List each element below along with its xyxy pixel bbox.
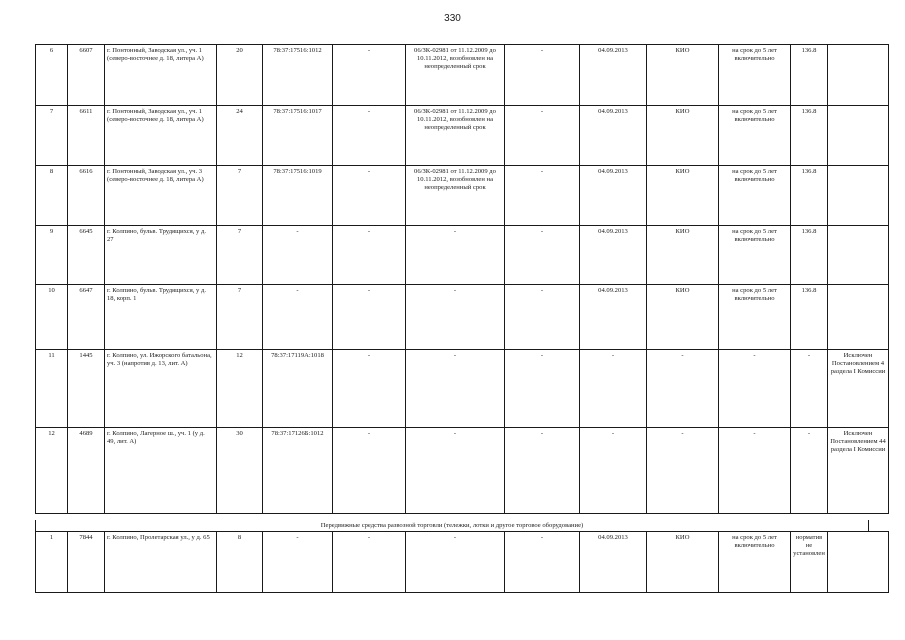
row-col7: -: [505, 285, 580, 350]
row-org: КИО: [647, 166, 719, 226]
row-contract: 06/ЗК-02981 от 11.12.2009 до 10.11.2012, возобновлен на неопределенный срок: [406, 45, 505, 106]
row-col7: -: [505, 45, 580, 106]
row-area: 7: [217, 166, 263, 226]
row-cadastral: 78:37:17516:1017: [263, 106, 333, 166]
row-col7: -: [505, 106, 580, 166]
main-table: [35, 44, 889, 514]
row-id: 6607: [68, 45, 105, 106]
row-date: -: [580, 428, 647, 514]
row-value: 136.8: [791, 45, 828, 106]
row-note: [828, 226, 889, 285]
table-row: [36, 226, 889, 285]
row-note: [828, 106, 889, 166]
row-contract: 06/ЗК-02981 от 11.12.2009 до 10.11.2012, возобновлен на неопределенный срок: [406, 166, 505, 226]
row-address: г. Понтонный, Заводская ул., уч. 1 (северо-восточнее д. 18, литера А): [105, 45, 217, 106]
row-contract: -: [406, 285, 505, 350]
row-id: 7844: [68, 532, 105, 593]
row-number: 11: [36, 350, 68, 428]
row-contract: 06/ЗК-02981 от 11.12.2009 до 10.11.2012, возобновлен на неопределенный срок: [406, 106, 505, 166]
row-number: 7: [36, 106, 68, 166]
row-id: 1445: [68, 350, 105, 428]
row-number: 6: [36, 45, 68, 106]
table-row: [36, 106, 889, 166]
row-address: г. Колпино, бульв. Трудящихся, у д. 27: [105, 226, 217, 285]
row-col5: -: [333, 106, 406, 166]
row-org: КИО: [647, 532, 719, 593]
row-org: -: [647, 428, 719, 514]
row-col5: -: [333, 226, 406, 285]
row-term: на срок до 5 лет включительно: [719, 166, 791, 226]
row-col7: -: [505, 532, 580, 593]
row-org: -: [647, 350, 719, 428]
row-address: г. Колпино, Лагерное ш., уч. 1 (у д. 49, лит. А): [105, 428, 217, 514]
row-date: 04.09.2013: [580, 226, 647, 285]
row-col5: -: [333, 285, 406, 350]
row-area: 7: [217, 285, 263, 350]
row-address: г. Колпино, Пролетарская ул., у д. 65: [105, 532, 217, 593]
row-contract: -: [406, 428, 505, 514]
row-col5: -: [333, 428, 406, 514]
row-date: 04.09.2013: [580, 532, 647, 593]
row-contract: -: [406, 532, 505, 593]
row-note: [828, 532, 889, 593]
row-col5: -: [333, 532, 406, 593]
row-cadastral: 78:37:17126Б:1012: [263, 428, 333, 514]
row-value: 136.8: [791, 106, 828, 166]
row-area: 7: [217, 226, 263, 285]
table-row: [36, 532, 889, 593]
row-date: 04.09.2013: [580, 285, 647, 350]
row-address: г. Колпино, ул. Ижорского батальона, уч. 3 (напротив д. 13, лит. А): [105, 350, 217, 428]
table-row: [36, 285, 889, 350]
row-area: 8: [217, 532, 263, 593]
row-id: 6616: [68, 166, 105, 226]
row-cadastral: 78:37:17516:1012: [263, 45, 333, 106]
row-number: 8: [36, 166, 68, 226]
row-cadastral: 78:37:17516:1019: [263, 166, 333, 226]
table-row: [36, 428, 889, 514]
row-address: г. Понтонный, Заводская ул., уч. 3 (северо-восточнее д. 18, литера А): [105, 166, 217, 226]
row-term: на срок до 5 лет включительно: [719, 226, 791, 285]
row-date: 04.09.2013: [580, 45, 647, 106]
row-term: -: [719, 350, 791, 428]
row-value: 136.8: [791, 226, 828, 285]
section-header: Передвижные средства развозной торговли (тележки, лотки и другое торговое оборудование): [35, 520, 869, 531]
row-col5: -: [333, 45, 406, 106]
row-cadastral: -: [263, 285, 333, 350]
mobile-trade-table: [35, 531, 889, 593]
row-org: КИО: [647, 285, 719, 350]
row-address: г. Понтонный, Заводская ул., уч. 1 (северо-восточнее д. 18, литера А): [105, 106, 217, 166]
row-id: 6647: [68, 285, 105, 350]
row-area: 30: [217, 428, 263, 514]
row-col7: -: [505, 428, 580, 514]
row-address: г. Колпино, бульв. Трудящихся, у д. 18, корп. 1: [105, 285, 217, 350]
row-col5: -: [333, 350, 406, 428]
row-cadastral: -: [263, 532, 333, 593]
row-value: норматив не установлен: [791, 532, 828, 593]
row-term: на срок до 5 лет включительно: [719, 106, 791, 166]
row-cadastral: -: [263, 226, 333, 285]
row-contract: -: [406, 350, 505, 428]
row-col5: -: [333, 166, 406, 226]
row-org: КИО: [647, 45, 719, 106]
row-cadastral: 78:37:17119А:1018: [263, 350, 333, 428]
row-value: -: [791, 428, 828, 514]
row-col7: -: [505, 350, 580, 428]
row-number: 12: [36, 428, 68, 514]
table-row: [36, 166, 889, 226]
row-col7: -: [505, 226, 580, 285]
row-value: 136.8: [791, 285, 828, 350]
row-org: КИО: [647, 226, 719, 285]
row-value: -: [791, 350, 828, 428]
row-note: [828, 166, 889, 226]
row-number: 9: [36, 226, 68, 285]
row-date: 04.09.2013: [580, 166, 647, 226]
row-term: на срок до 5 лет включительно: [719, 532, 791, 593]
row-number: 10: [36, 285, 68, 350]
row-note: [828, 45, 889, 106]
row-term: на срок до 5 лет включительно: [719, 285, 791, 350]
row-note: Исключен Постановлением 4 раздела I Комиссии: [828, 350, 889, 428]
table-row: [36, 350, 889, 428]
row-id: 6611: [68, 106, 105, 166]
row-id: 4689: [68, 428, 105, 514]
row-contract: -: [406, 226, 505, 285]
row-area: 24: [217, 106, 263, 166]
row-term: на срок до 5 лет включительно: [719, 45, 791, 106]
row-number: 1: [36, 532, 68, 593]
row-org: КИО: [647, 106, 719, 166]
row-id: 6645: [68, 226, 105, 285]
page-number: 330: [444, 13, 461, 24]
row-area: 20: [217, 45, 263, 106]
table-row: [36, 45, 889, 106]
row-value: 136.8: [791, 166, 828, 226]
row-note: Исключен Постановлением 44 раздела I Комиссии: [828, 428, 889, 514]
row-col7: -: [505, 166, 580, 226]
row-note: [828, 285, 889, 350]
row-area: 12: [217, 350, 263, 428]
row-date: 04.09.2013: [580, 106, 647, 166]
row-date: -: [580, 350, 647, 428]
row-term: -: [719, 428, 791, 514]
